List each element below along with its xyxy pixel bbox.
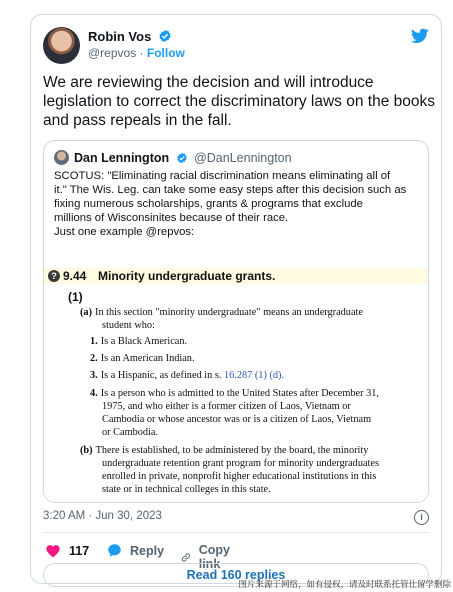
list-item: 3. Is a Hispanic, as defined in s. 16.287 (1) (d). [90, 370, 285, 381]
list-item: 1. Is a Black American. [90, 336, 188, 347]
subsection-1: (1) [68, 290, 83, 304]
help-icon[interactable]: ? [48, 270, 60, 282]
quote-text-line: fixing numerous scholarships, grants & programs that exclude [54, 198, 363, 210]
para-b-line: (b) There is established, to be administered by the board, the minority [80, 445, 369, 456]
para-b-line: undergraduate retention grant program for minority undergraduates [102, 458, 379, 469]
divider [43, 532, 429, 533]
follow-button[interactable]: Follow [146, 46, 185, 60]
copy-link-label: Copy link [198, 543, 230, 571]
reply-label: Reply [130, 543, 165, 558]
author-handle-line [88, 46, 185, 60]
tweet-text: We are reviewing the decision and will introduce legislation to correct the discriminatory laws on the books and pass repeals in the fall. [43, 74, 435, 129]
statute-title: Minority undergraduate grants. [98, 269, 276, 283]
list-item-line: or Cambodia. [102, 427, 159, 438]
watermark-text: 图片来源于网络，如有侵权，请及时联系托管仕留学删除 [238, 579, 451, 589]
list-item: 2. Is an American Indian. [90, 353, 195, 364]
author-name[interactable]: Robin Vos [88, 29, 172, 44]
list-item: 4. Is a person who is admitted to the United States after December 31, [90, 388, 379, 399]
heart-icon [45, 543, 61, 558]
quote-author-avatar[interactable] [54, 150, 69, 165]
para-a-label: (a) [80, 307, 93, 318]
author-handle[interactable]: @repvos [88, 46, 137, 60]
reply-bubble-icon [107, 543, 122, 558]
quote-author[interactable] [74, 151, 292, 165]
like-button[interactable] [45, 543, 89, 558]
info-icon[interactable]: i [414, 510, 429, 525]
para-a-line: (a) In this section "minority undergraduate" means an undergraduate [80, 307, 363, 318]
quote-text-line: SCOTUS: "Eliminating racial discrimination means eliminating all of [54, 170, 391, 182]
like-count: 117 [69, 543, 90, 558]
statute-header [44, 268, 428, 284]
reply-button[interactable] [107, 543, 164, 558]
verified-badge-icon [176, 152, 188, 164]
quote-author-handle[interactable]: @DanLennington [194, 151, 292, 165]
tweet-card [30, 14, 442, 584]
handle-separator: · [136, 46, 147, 60]
tweet-timestamp[interactable]: 3:20 AM · Jun 30, 2023 [43, 510, 162, 522]
quoted-tweet[interactable] [43, 140, 429, 503]
twitter-bird-icon[interactable] [411, 28, 429, 44]
para-b-line: enrolled in private, nonprofit higher educational institutions in this [102, 471, 377, 482]
quote-author-name[interactable]: Dan Lennington [74, 151, 170, 165]
verified-badge-icon [158, 29, 172, 43]
statute-link[interactable]: 16.287 (1) (d). [223, 370, 285, 381]
quote-text-line: Just one example @repvos: [54, 226, 195, 238]
quote-text [54, 169, 426, 239]
list-item-line: 1975, and who either is a former citizen of Laos, Vietnam or [102, 401, 351, 412]
read-replies-button[interactable]: Read 160 replies [43, 563, 429, 587]
statute-number: 9.44 [63, 269, 87, 283]
para-a-line: student who: [102, 320, 155, 331]
para-b-line: state or in technical colleges in this state. [102, 484, 271, 495]
para-b-label: (b) [80, 445, 93, 456]
quote-text-line: it." The Wis. Leg. can take some easy steps after this decision such as [54, 184, 407, 196]
quote-text-line: millions of Wisconsinites because of their race. [54, 212, 289, 224]
author-avatar[interactable] [43, 27, 80, 64]
list-item-line: Cambodia or whose ancestor was or is a citizen of Laos, Vietnam [102, 414, 372, 425]
statute-screenshot[interactable] [44, 268, 428, 503]
